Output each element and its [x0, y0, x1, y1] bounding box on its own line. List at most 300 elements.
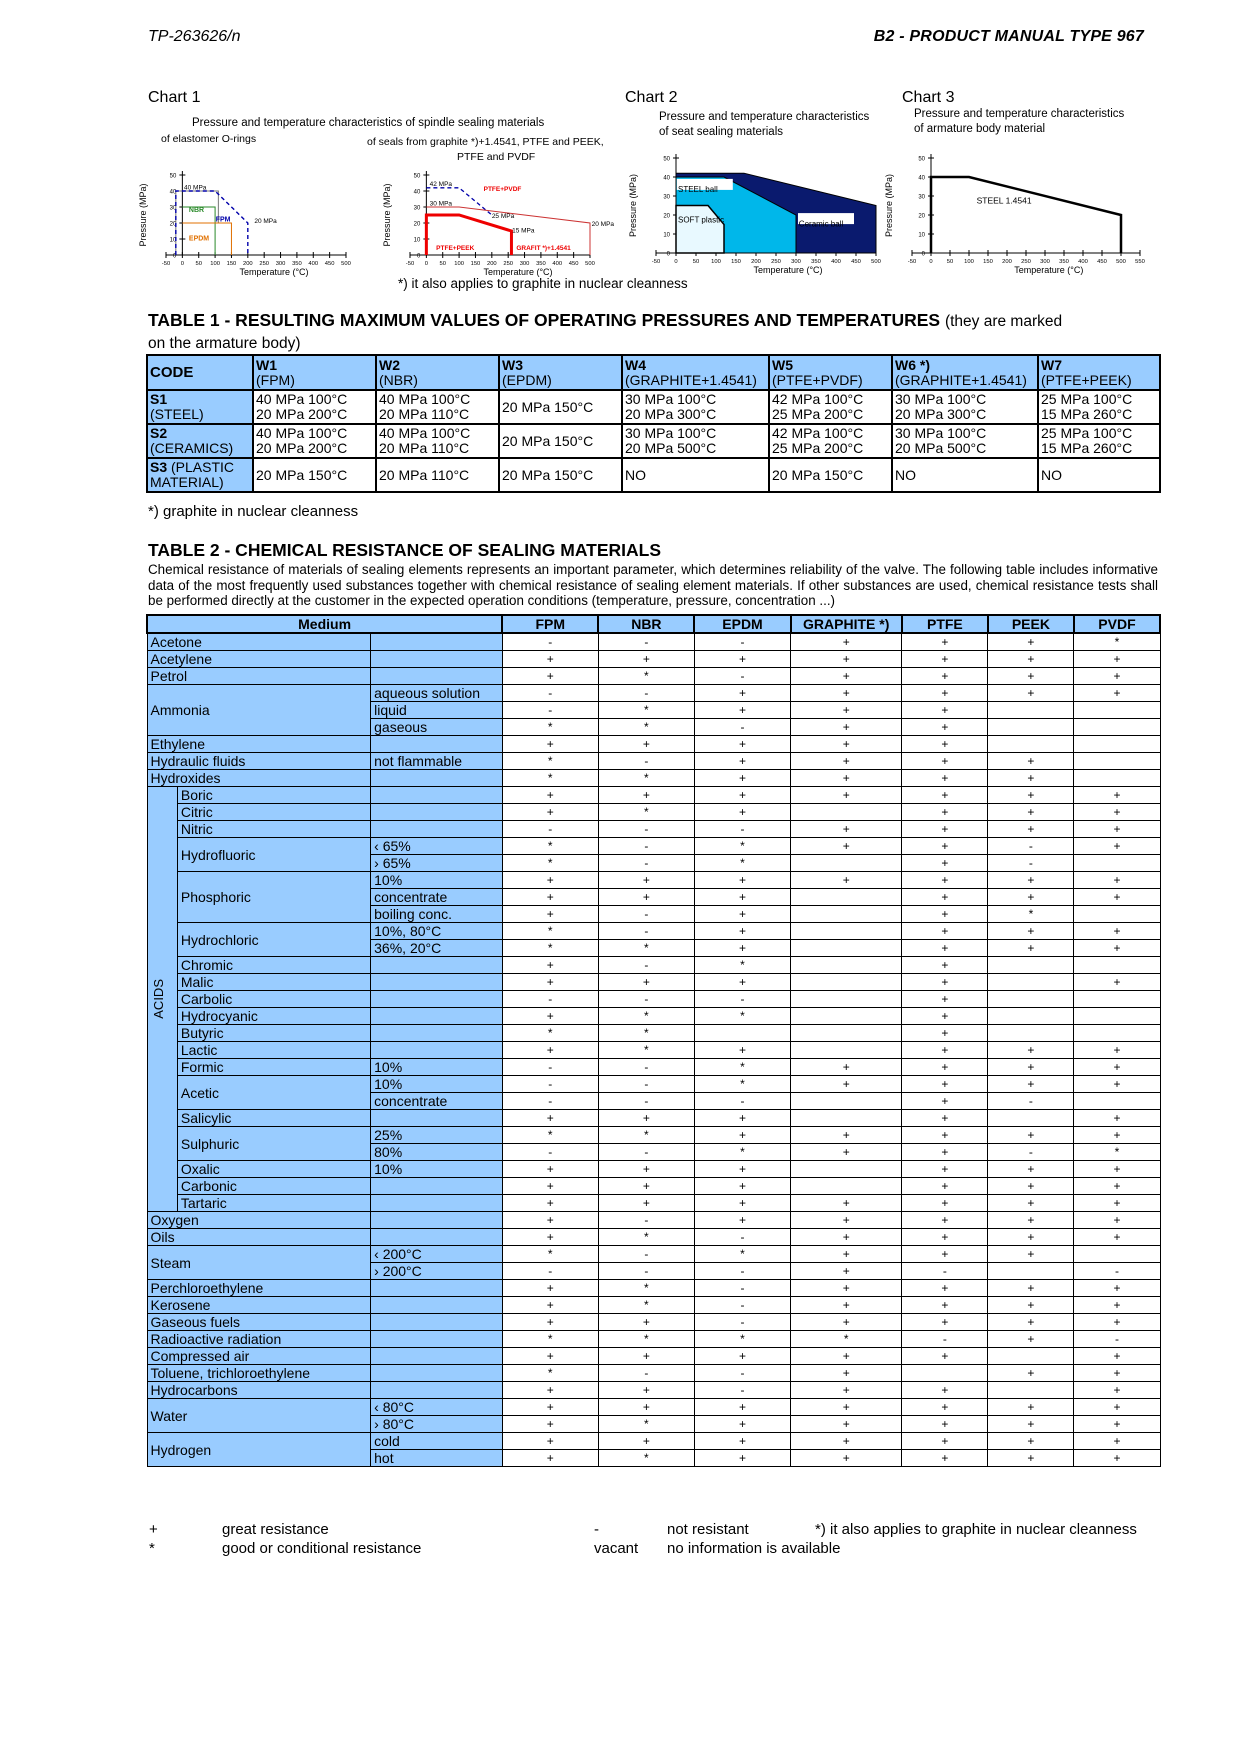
table1-col-header: W3 (EPDM)	[499, 355, 622, 390]
x-tick-label: 550	[1135, 259, 1145, 265]
table2-value: +	[502, 1450, 598, 1467]
table2-value: +	[1074, 685, 1160, 702]
table2-value	[791, 855, 902, 872]
table2-value: +	[502, 1314, 598, 1331]
table2-value: +	[791, 1246, 902, 1263]
table2-value	[988, 1025, 1074, 1042]
table2-value: +	[502, 957, 598, 974]
x-tick-label: 400	[1078, 259, 1088, 265]
table2-medium: Toluene, trichloroethylene	[147, 1365, 371, 1382]
table2-value: +	[502, 1212, 598, 1229]
table2-value: *	[598, 1008, 694, 1025]
table1-col-header: W6 *) (GRAPHITE+1.4541)	[892, 355, 1038, 390]
table2-value: +	[791, 1263, 902, 1280]
table2-medium: Ethylene	[147, 736, 371, 753]
table2-row	[147, 1280, 1160, 1297]
table2-value: +	[902, 1008, 988, 1025]
table2-value: *	[694, 957, 790, 974]
x-tick-label: 150	[731, 259, 741, 265]
table2-row	[147, 668, 1160, 685]
table2-value: +	[791, 1314, 902, 1331]
table2-value: *	[598, 1450, 694, 1467]
x-tick-label: 400	[308, 261, 319, 267]
table2-condition: › 80°C	[371, 1416, 503, 1433]
table1-cell: 40 MPa 100°C 20 MPa 200°C	[253, 424, 376, 458]
table1-cell: 20 MPa 150°C	[499, 424, 622, 458]
table2-value: +	[902, 1076, 988, 1093]
chart2-heading: Chart 2	[625, 89, 678, 106]
table2-value: +	[988, 1178, 1074, 1195]
table2-value: +	[791, 1280, 902, 1297]
x-tick-label: 0	[180, 261, 184, 267]
y-tick-label: 30	[413, 205, 421, 212]
table2-value: +	[902, 1382, 988, 1399]
table2-value: +	[694, 685, 790, 702]
table2-medium: Hydrochloric	[177, 923, 370, 957]
label-20mpa-b: 20 MPa	[591, 221, 615, 229]
table2-medium: Carbolic	[177, 991, 370, 1008]
table2-value: +	[791, 651, 902, 668]
x-tick-label: 300	[519, 261, 530, 267]
table2-value: +	[988, 1331, 1074, 1348]
table2-value: +	[988, 872, 1074, 889]
table2-medium: Sulphuric	[177, 1127, 370, 1161]
table2-value: +	[902, 1229, 988, 1246]
table2-value: -	[694, 668, 790, 685]
table2-value: +	[988, 651, 1074, 668]
table2-value: +	[988, 787, 1074, 804]
table2-value: -	[694, 991, 790, 1008]
table2-value: +	[502, 787, 598, 804]
x-tick-label: 500	[871, 259, 881, 265]
y-axis-label: Pressure (MPa)	[138, 183, 148, 247]
table2-value: +	[988, 1229, 1074, 1246]
table1-row	[147, 390, 1160, 424]
table2-condition	[371, 1314, 503, 1331]
table2-value	[1074, 906, 1160, 923]
x-tick-label: 200	[751, 259, 761, 265]
table2-row	[147, 923, 1160, 940]
table2-value	[988, 974, 1074, 991]
table2-value: +	[988, 1042, 1074, 1059]
table2	[146, 614, 1161, 1467]
table2-row	[147, 1008, 1160, 1025]
table2-condition	[371, 821, 503, 838]
table2-value: +	[598, 974, 694, 991]
table1-cell: 42 MPa 100°C 25 MPa 200°C	[769, 390, 892, 424]
table2-value: -	[502, 991, 598, 1008]
table1-col-header: W1 (FPM)	[253, 355, 376, 390]
table2-value: +	[988, 1365, 1074, 1382]
table2-value: +	[502, 1416, 598, 1433]
table2-value	[1074, 957, 1160, 974]
table2-value: -	[598, 1076, 694, 1093]
y-tick-label: 50	[169, 173, 177, 180]
table2-value: *	[502, 1365, 598, 1382]
table2-value	[694, 1025, 790, 1042]
table2-value: +	[598, 651, 694, 668]
table2-value: +	[902, 1297, 988, 1314]
table2-row	[147, 1382, 1160, 1399]
table2-value	[988, 702, 1074, 719]
table2-value: +	[502, 906, 598, 923]
table2-medium: Formic	[177, 1059, 370, 1076]
table2-value: +	[694, 1450, 790, 1467]
table2-value: +	[791, 838, 902, 855]
table2-value: +	[598, 1161, 694, 1178]
table2-value: +	[1074, 974, 1160, 991]
table1-cell: 30 MPa 100°C 20 MPa 300°C	[622, 390, 769, 424]
table2-value: +	[902, 838, 988, 855]
chart3-body	[882, 146, 1167, 280]
table2-value: +	[1074, 668, 1160, 685]
table2-medium: Malic	[177, 974, 370, 991]
table2-value: +	[902, 633, 988, 651]
table2-value: +	[902, 787, 988, 804]
table2-value: +	[502, 974, 598, 991]
table2-condition: 10%	[371, 1161, 503, 1178]
table2-value: +	[598, 1178, 694, 1195]
x-tick-label: 400	[552, 261, 563, 267]
table1-row-code: S3 (PLASTIC MATERIAL)	[147, 458, 253, 492]
table2-value: +	[598, 1110, 694, 1127]
nbr-green-line	[182, 207, 215, 255]
table2-value: +	[502, 1348, 598, 1365]
table2-value: +	[902, 1042, 988, 1059]
x-tick-label: 50	[195, 261, 202, 267]
table2-value: +	[694, 1042, 790, 1059]
steel-line	[931, 177, 1121, 253]
table2-value: +	[988, 1076, 1074, 1093]
table2-value	[1074, 770, 1160, 787]
table2-condition: gaseous	[371, 719, 503, 736]
table2-value	[791, 804, 902, 821]
table2-row	[147, 1076, 1160, 1093]
chart1-elastomer	[136, 160, 366, 280]
table1-col-header: W2 (NBR)	[376, 355, 499, 390]
table2-value: +	[791, 1195, 902, 1212]
table1-cell: 25 MPa 100°C 15 MPa 260°C	[1038, 390, 1160, 424]
x-tick-label: 200	[1002, 259, 1012, 265]
table2-value	[988, 1110, 1074, 1127]
x-tick-label: 450	[851, 259, 861, 265]
table1-cell: 40 MPa 100°C 20 MPa 110°C	[376, 424, 499, 458]
table2-medium: Water	[147, 1399, 371, 1433]
table2-value: +	[694, 889, 790, 906]
x-tick-label: 350	[811, 259, 821, 265]
table2-row	[147, 753, 1160, 770]
table2-value: +	[1074, 1127, 1160, 1144]
table2-value: +	[1074, 1416, 1160, 1433]
table2-value: +	[694, 923, 790, 940]
table2-value: +	[1074, 1399, 1160, 1416]
table2-value: +	[791, 1127, 902, 1144]
table2-condition	[371, 804, 503, 821]
table2-value: -	[598, 957, 694, 974]
table2-value: *	[1074, 633, 1160, 651]
table2-value: +	[502, 1042, 598, 1059]
table2-value: +	[791, 1433, 902, 1450]
y-tick-label: 50	[663, 156, 670, 163]
table2-value: -	[598, 1212, 694, 1229]
table2-value: +	[502, 1433, 598, 1450]
table2-value: +	[1074, 804, 1160, 821]
label-soft-plastic: SOFT plastic	[678, 215, 725, 225]
table2-value: +	[502, 1297, 598, 1314]
table2-value: +	[791, 702, 902, 719]
table2-value: +	[502, 1008, 598, 1025]
table2-value	[1074, 719, 1160, 736]
table2-value: +	[902, 1025, 988, 1042]
table2-value: *	[502, 1127, 598, 1144]
table2-value: *	[694, 1246, 790, 1263]
table2-medium: Hydroxides	[147, 770, 371, 787]
table1-cell: 30 MPa 100°C 20 MPa 500°C	[892, 424, 1038, 458]
table2-row	[147, 1229, 1160, 1246]
table2-row	[147, 633, 1160, 651]
table2-row	[147, 974, 1160, 991]
x-tick-label: 250	[503, 261, 514, 267]
table2-value: *	[502, 1331, 598, 1348]
table2-value: +	[598, 1399, 694, 1416]
table2-value	[791, 991, 902, 1008]
table2-medium: Butyric	[177, 1025, 370, 1042]
table1-title: TABLE 1 - RESULTING MAXIMUM VALUES OF OPERATING PRESSURES AND TEMPERATURES (they are marked on the armature body)	[148, 310, 1063, 352]
table2-value: +	[902, 736, 988, 753]
table2-value	[1074, 753, 1160, 770]
table2-value: *	[988, 906, 1074, 923]
table2-value: *	[694, 1331, 790, 1348]
table2-value: +	[791, 753, 902, 770]
table2-medium: Hydrocyanic	[177, 1008, 370, 1025]
table2-value: +	[988, 804, 1074, 821]
label-25mpa: 25 MPa	[491, 213, 515, 221]
table2-value: +	[988, 821, 1074, 838]
table2-value: +	[791, 1297, 902, 1314]
table2-value: +	[502, 1161, 598, 1178]
table2-row	[147, 1042, 1160, 1059]
table2-value: *	[791, 1331, 902, 1348]
table2-value: +	[791, 821, 902, 838]
table2-value: +	[791, 1144, 902, 1161]
table2-condition	[371, 1229, 503, 1246]
table2-value: -	[502, 1093, 598, 1110]
y-tick-label: 10	[918, 232, 925, 239]
table2-value: -	[502, 1076, 598, 1093]
table2-value: +	[791, 719, 902, 736]
table2-medium: Steam	[147, 1246, 371, 1280]
y-tick-label: 50	[918, 156, 925, 163]
table2-value: +	[1074, 1314, 1160, 1331]
x-tick-label: 250	[771, 259, 781, 265]
table2-value: -	[1074, 1263, 1160, 1280]
table2-value: *	[694, 1008, 790, 1025]
table2-medium: Kerosene	[147, 1297, 371, 1314]
table2-medium: Compressed air	[147, 1348, 371, 1365]
x-tick-label: 450	[1097, 259, 1107, 265]
table2-value: +	[1074, 821, 1160, 838]
legend-star-symbol: *	[149, 1540, 155, 1557]
table2-value: +	[902, 1161, 988, 1178]
table2-value: +	[694, 1161, 790, 1178]
y-tick-label: 40	[663, 175, 670, 182]
table2-value: *	[502, 855, 598, 872]
table2-medium: Petrol	[147, 668, 371, 685]
legend-plus-symbol: +	[149, 1521, 158, 1538]
y-tick-label: 0	[417, 253, 421, 260]
table2-value: -	[598, 906, 694, 923]
table2-value: +	[598, 736, 694, 753]
table2-row	[147, 1110, 1160, 1127]
document-code: TP-263626/n	[148, 28, 241, 45]
x-axis-label: Temperature (°C)	[239, 267, 309, 277]
table2-condition: › 200°C	[371, 1263, 503, 1280]
table2-value: +	[988, 1195, 1074, 1212]
table2-value: -	[598, 1059, 694, 1076]
table2-value: -	[694, 1093, 790, 1110]
legend-minus-symbol: -	[594, 1521, 599, 1538]
table2-value: +	[694, 787, 790, 804]
x-tick-label: 150	[470, 261, 481, 267]
table2-value: +	[791, 1450, 902, 1467]
table2-value: -	[598, 923, 694, 940]
table2-value: *	[502, 770, 598, 787]
table2-value: *	[694, 855, 790, 872]
table2-header-nbr: NBR	[598, 615, 694, 633]
x-tick-label: 450	[324, 261, 335, 267]
y-axis-label: Pressure (MPa)	[382, 183, 392, 247]
table2-medium: Salicylic	[177, 1110, 370, 1127]
table2-value: +	[598, 787, 694, 804]
table2-value: +	[694, 872, 790, 889]
y-tick-label: 50	[413, 173, 421, 180]
x-tick-label: 350	[292, 261, 302, 267]
table2-medium: Boric	[177, 787, 370, 804]
table2-condition: boiling conc.	[371, 906, 503, 923]
table1-cell: NO	[1038, 458, 1160, 492]
label-30mpa: 30 MPa	[429, 200, 453, 208]
table2-value: +	[1074, 1348, 1160, 1365]
table2-value: +	[1074, 1161, 1160, 1178]
table2-value: +	[1074, 1110, 1160, 1127]
x-tick-label: -50	[907, 259, 917, 265]
label-steel: STEEL 1.4541	[976, 195, 1032, 206]
table2-condition	[371, 1042, 503, 1059]
table2-medium: Citric	[177, 804, 370, 821]
table2-value: +	[988, 923, 1074, 940]
table2-value: -	[598, 1093, 694, 1110]
x-tick-label: 500	[1116, 259, 1126, 265]
table2-value: +	[694, 753, 790, 770]
table2-value: -	[598, 1144, 694, 1161]
table2-value: +	[502, 804, 598, 821]
table2-condition: concentrate	[371, 1093, 503, 1110]
table2-value: +	[988, 1280, 1074, 1297]
table2-value: +	[902, 1399, 988, 1416]
table2-value: *	[502, 1025, 598, 1042]
table2-condition	[371, 974, 503, 991]
table2-value: *	[502, 719, 598, 736]
chart3-title-1: Pressure and temperature characteristics	[914, 108, 1125, 120]
table2-value: +	[902, 753, 988, 770]
table2-medium: Acetic	[177, 1076, 370, 1110]
table2-value: -	[598, 1365, 694, 1382]
x-tick-label: 100	[454, 261, 464, 267]
table2-value: +	[902, 872, 988, 889]
table2-value: +	[791, 1059, 902, 1076]
x-tick-label: 0	[929, 259, 933, 265]
table2-value	[791, 1161, 902, 1178]
manual-title: B2 - PRODUCT MANUAL TYPE 967	[873, 28, 1144, 45]
table2-condition	[371, 1348, 503, 1365]
table2-value	[791, 1110, 902, 1127]
x-tick-label: 450	[568, 261, 579, 267]
table2-condition	[371, 1178, 503, 1195]
table2-value: +	[1074, 1297, 1160, 1314]
table2-row	[147, 1348, 1160, 1365]
table2-value: +	[502, 736, 598, 753]
table2-value: +	[902, 1280, 988, 1297]
table2-condition: 10%	[371, 1076, 503, 1093]
table2-value: -	[598, 838, 694, 855]
x-tick-label: 350	[1059, 259, 1069, 265]
table2-value: -	[598, 685, 694, 702]
table2-medium: Nitric	[177, 821, 370, 838]
label-nbr: NBR	[188, 206, 205, 214]
table2-condition: ‹ 80°C	[371, 1399, 503, 1416]
table2-row	[147, 1127, 1160, 1144]
chart3-heading: Chart 3	[902, 89, 955, 106]
x-tick-label: 500	[341, 261, 351, 267]
table2-value: -	[694, 719, 790, 736]
table2-value: +	[791, 1382, 902, 1399]
table2-value: -	[902, 1331, 988, 1348]
table2-value: -	[502, 1144, 598, 1161]
y-tick-label: 10	[413, 237, 421, 244]
table2-value: +	[694, 940, 790, 957]
table2-value	[1074, 1008, 1160, 1025]
table2-row	[147, 685, 1160, 702]
table2-value: -	[694, 1314, 790, 1331]
y-tick-label: 0	[666, 251, 670, 258]
legend-star-text: good or conditional resistance	[222, 1540, 422, 1557]
table2-header-graphite: GRAPHITE *)	[791, 615, 902, 633]
table2-value: +	[902, 1178, 988, 1195]
table2-value: *	[598, 1025, 694, 1042]
table2-condition: ‹ 65%	[371, 838, 503, 855]
table2-value	[988, 957, 1074, 974]
table2-condition: 10%, 80°C	[371, 923, 503, 940]
table2-value: +	[902, 685, 988, 702]
table2-condition: 36%, 20°C	[371, 940, 503, 957]
table2-row	[147, 770, 1160, 787]
table2-value: +	[502, 1110, 598, 1127]
table2-row	[147, 1314, 1160, 1331]
table2-value: +	[902, 1212, 988, 1229]
table2-value: +	[502, 872, 598, 889]
table2-value	[791, 1042, 902, 1059]
table2-value: *	[598, 1297, 694, 1314]
table2-medium: Oxalic	[177, 1161, 370, 1178]
table2-value	[791, 974, 902, 991]
table2-value	[988, 991, 1074, 1008]
table2-value: +	[902, 1314, 988, 1331]
table2-value: *	[502, 940, 598, 957]
table2-value: *	[502, 753, 598, 770]
table2-value: *	[598, 702, 694, 719]
table2-value: -	[902, 1263, 988, 1280]
chart1-sub-left: of elastomer O-rings	[161, 133, 257, 145]
